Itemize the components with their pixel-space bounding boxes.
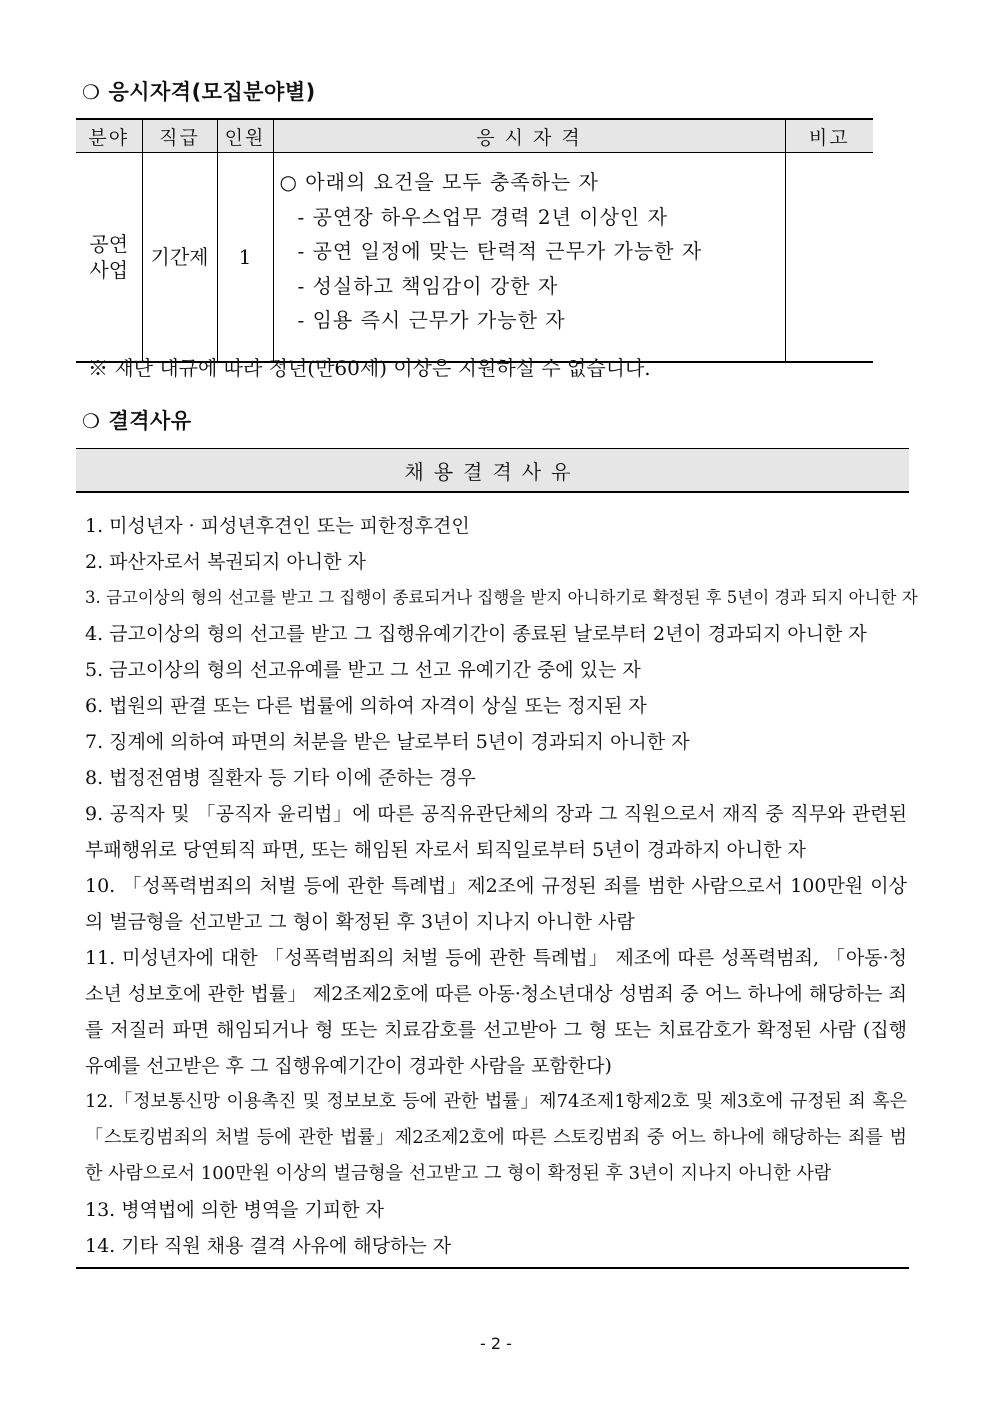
remarks-cell (785, 153, 873, 363)
page-number: - 2 - (480, 1334, 512, 1353)
list-item: 8. 법정전염병 질환자 등 기타 이에 준하는 경우 (85, 767, 476, 789)
qualification-line: ○ 아래의 요건을 모두 충족하는 자 (279, 170, 599, 194)
header-remarks: 비고 (785, 119, 873, 153)
list-item: 13. 병역법에 의한 병역을 기피한 자 (85, 1199, 385, 1221)
section-title-text: 응시자격(모집분야별) (108, 80, 316, 104)
header-qualification: 응 시 자 격 (273, 119, 785, 153)
count-cell: 1 (217, 153, 273, 363)
list-item: 2. 파산자로서 복권되지 아니한 자 (85, 551, 366, 573)
bottom-rule (76, 1267, 909, 1269)
list-item: 7. 징계에 의하여 파면의 처분을 받은 날로부터 5년이 경과되지 아니한 자 (85, 731, 690, 753)
list-item: 10. 「성폭력범죄의 처벌 등에 관한 특례법」제2조에 규정된 죄를 범한 사람으로서 100만원 이상의 벌금형을 선고받고 그 형이 확정된 후 3년이 지나지 아니한 사람 (85, 875, 907, 933)
qualification-line: - 공연 일정에 맞는 탄력적 근무가 가능한 자 (297, 239, 703, 263)
field-cell (76, 153, 142, 363)
disqualification-list (85, 508, 918, 1264)
qualification-line: - 공연장 하우스업무 경력 2년 이상인 자 (297, 204, 668, 229)
header-field: 분야 (76, 119, 142, 153)
table-row (76, 153, 873, 363)
list-item: 4. 금고이상의 형의 선고를 받고 그 집행유예기간이 종료된 날로부터 2년이 경과되지 아니한 자 (85, 623, 867, 645)
section-title-disqualification (82, 405, 192, 435)
qualification-line: - 임용 즉시 근무가 가능한 자 (297, 308, 566, 332)
qualification-cell (273, 153, 785, 363)
list-item: 11. 미성년자에 대한 「성폭력범죄의 처벌 등에 관한 특례법」 제조에 따른 성폭력범죄, 「아동·청소년 성보호에 관한 법률」 제2조제2호에 따른 아동·청소년대상 성범죄 중 어느 하나에 해당하는 죄를 저질러 파면 해임되거나 형 또는 치료감호를 선고받아 그 형 또는 치료감호가 확정된 사람 (집행유예를 선고받은 후 그 집행유예기간이 경과한 사람을 포함한다) (85, 947, 907, 1077)
circle-bullet-icon: ❍ (82, 409, 101, 433)
disqualification-header: 채용결격사유 (76, 448, 909, 493)
qualification-table (76, 118, 873, 363)
field-line: 공연 (89, 232, 129, 256)
section-title-text: 결격사유 (108, 409, 192, 433)
list-item: 1. 미성년자 · 피성년후견인 또는 피한정후견인 (85, 515, 470, 537)
table-header-row (76, 119, 873, 153)
list-item: 12.「정보통신망 이용촉진 및 정보보호 등에 관한 법률」제74조제1항제2호 및 제3호에 규정된 죄 혹은「스토킹범죄의 처벌 등에 관한 법률」제2조제2호에 따른 스토킹범죄 중 어느 하나에 해당하는 죄를 범한 사람으로서 100만원 이상의 벌금형을 선고받고 그 형이 확정된 후 3년이 지나지 아니한 사람 (85, 1091, 907, 1184)
list-item: 9. 공직자 및 「공직자 윤리법」에 따른 공직유관단체의 장과 그 직원으로서 재직 중 직무와 관련된 부패행위로 당연퇴직 파면, 또는 해임된 자로서 퇴직일로부터 5년이 경과하지 아니한 자 (85, 803, 907, 861)
list-item: 3. 금고이상의 형의 선고를 받고 그 집행이 종료되거나 집행을 받지 아니하기로 확정된 후 5년이 경과 되지 아니한 자 (85, 588, 918, 607)
rank-cell: 기간제 (142, 153, 217, 363)
list-item: 6. 법원의 판결 또는 다른 법률에 의하여 자격이 상실 또는 정지된 자 (85, 695, 647, 717)
list-item: 14. 기타 직원 채용 결격 사유에 해당하는 자 (85, 1235, 452, 1257)
field-line: 사업 (89, 258, 129, 282)
header-count: 인원 (217, 119, 273, 153)
section-title-qualification (82, 76, 316, 106)
qualification-line: - 성실하고 책임감이 강한 자 (297, 273, 559, 298)
circle-bullet-icon: ❍ (82, 80, 101, 104)
retirement-age-note: ※ 재단 내규에 따라 정년(만60세) 이상은 지원하실 수 없습니다. (88, 356, 651, 380)
list-item: 5. 금고이상의 형의 선고유예를 받고 그 선고 유예기간 중에 있는 자 (85, 659, 641, 681)
header-rank: 직급 (142, 119, 217, 153)
